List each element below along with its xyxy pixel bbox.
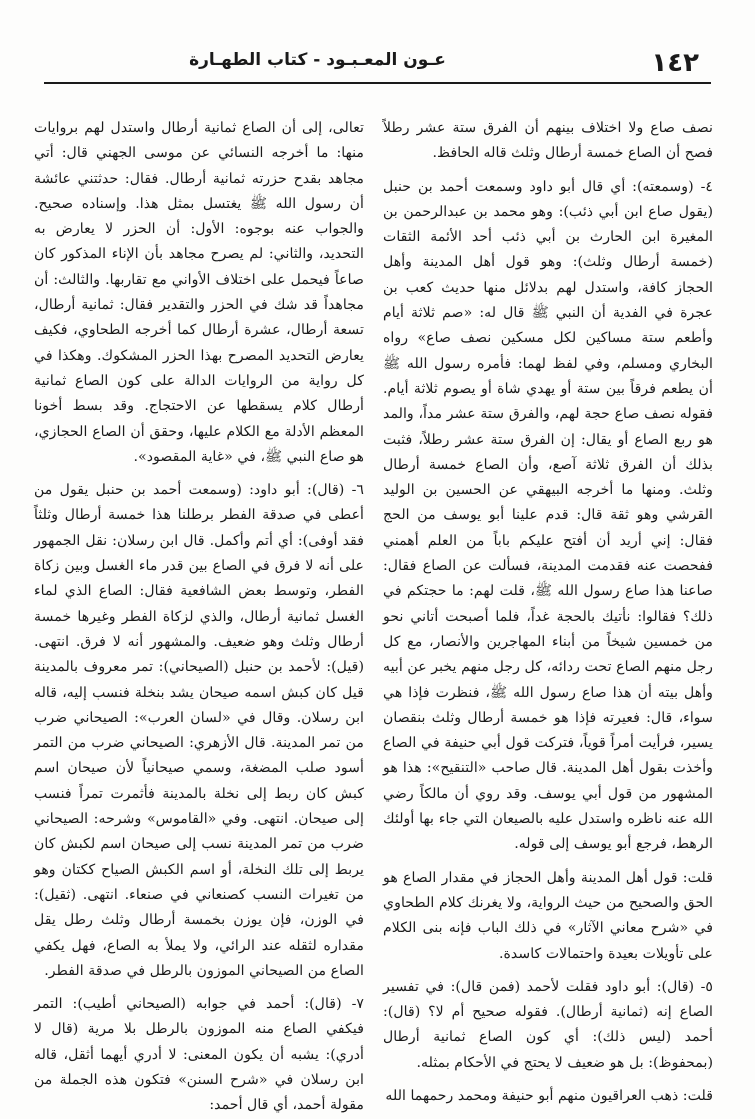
page-number: ١٤٢ (651, 48, 699, 78)
header-rule (44, 82, 711, 84)
left-column (34, 116, 364, 1114)
paragraph: ٥- (قال): أبو داود فقلت لأحمد (فمن قال): في تفسير الصاع إنه (ثمانية أرطال). فقوله صحيح أم لا؟ (قال): أحمد (ليس ذلك): أي كون الصاع ثمانية أرطال (بمحفوظ): بل هو ضعيف لا يحتج في الأحكام بمثله. (383, 978, 713, 1071)
paragraph: ٤- (وسمعته): أي قال أبو داود وسمعت أحمد بن حنبل (يقول صاع ابن أبي ذئب): وهو محمد بن عبدالرحمن بن المغيرة ابن الحارث بن أبي ذئب أحد الأئمة الثقات (خمسة أرطال وثلث): وهو قول أهل المدينة وأهل الحجاز كافة، واستدل لهم بدلائل منها حديث كعب بن عجرة في الفدية أن النبي ﷺ قال له: «صم ثلاثة أيام وأطعم ستة مساكين لكل مسكين نصف صاع» رواه البخاري ومسلم، وفي لفظ لهما: فأمره رسول الله ﷺ أن يطعم فرقاً بين ستة أو يهدي شاة أو يصوم ثلاثة أيام. فقوله نصف صاع حجة لهم، والفرق ستة عشر مداً، والمد هو ربع الصاع أو يقال: إن الفرق ستة عشر رطلاً، فثبت بذلك أن الفرق ثلاثة آصع، وأن الصاع خمسة أرطال وثلث. ومنها ما أخرجه البيهقي عن الحسين بن الوليد القرشي وهو ثقة قال: قدم علينا أبو يوسف من الحج فقال: إني أريد أن أفتح عليكم باباً من العلم أهمني ففحصت عنه فقدمت المدينة، فسألت عن الصاع فقال: صاعنا هذا صاع رسول الله ﷺ، قلت لهم: ما حجتكم في ذلك؟ فقالوا: نأتيك بالحجة غداً، فلما أصبحت أتاني نحو من خمسين شيخاً من أبناء المهاجرين والأنصار، مع كل رجل منهم الصاع تحت ردائه، كل رجل منهم يخبر عن أبيه وأهل بيته أن هذا صاع رسول الله ﷺ، فنظرت فإذا هي سواء، قال: فعيرته فإذا هو خمسة أرطال وثلث بنقصان يسير، فرأيت أمراً قوياً، فتركت قول أبي حنيفة في الصاع وأخذت بقول أهل المدينة. قال صاحب «التنقيح»: هذا هو المشهور من قول أبي يوسف. وقد روي أن مالكاً رضي الله عنه ناظره واستدل عليه بالصيعان التي جاء بها أولئك الرهط، فرجع أبو يوسف إلى قوله. (383, 178, 713, 853)
running-title: عـون المعـبـود - كتاب الطهـارة (189, 50, 446, 70)
right-column (383, 116, 713, 1104)
paragraph: ٦- (قال): أبو داود: (وسمعت أحمد بن حنبل يقول من أعطى في صدقة الفطر برطلنا هذا خمسة أرطال وثلثاً فقد أوفى): أي أتم وأكمل. قال ابن رسلان: نقل الجمهور على أنه لا فرق في الصاع بين قدر ماء الغسل وبين زكاة الفطر، وتوسط بعض الشافعية فقال: الصاع الذي لماء الغسل ثمانية أرطال، والذي لزكاة الفطر وغيرها خمسة أرطال وثلث وهو ضعيف. والمشهور أنه لا فرق. انتهى. (قيل): لأحمد بن حنبل (الصيحاني): تمر معروف بالمدينة قيل كان كبش اسمه صيحان يشد بنخلة فنسب إليه، قاله ابن رسلان. وقال في «لسان العرب»: الصيحاني ضرب من تمر المدينة. قال الأزهري: الصيحاني ضرب من التمر أسود صلب المضغة، وسمي صيحانياً لأن صيحان اسم كبش كان ربط إلى نخلة بالمدينة فأثمرت تمراً فنسب إلى صيحان. انتهى. وفي «القاموس» وشرحه: الصيحاني ضرب من تمر المدينة نسب إلى صيحان اسم لكبش كان يربط إلى تلك النخلة، أو اسم الكبش الصياح ككتان وهو من تغيرات النسب كصنعاني في صنعاء. انتهى. (ثقيل): في الوزن، فإن يوزن بخمسة أرطال وثلث رطل يقل مقداره لثقله عند الرائي، ولا يملأ به الصاع، فهل يكفي الصاع من الصيحاني الموزون بالرطل في صدقة الفطر. (34, 482, 364, 979)
paragraph: نصف صاع ولا اختلاف بينهم أن الفرق ستة عشر رطلاً فصح أن الصاع خمسة أرطال وثلث قاله الحافظ. (383, 120, 713, 162)
paragraph: قلت: قول أهل المدينة وأهل الحجاز في مقدار الصاع هو الحق والصحيح من حيث الرواية، ولا يغرنك كلام الطحاوي في «شرح معاني الآثار» في ذلك الباب فإنه بنى الكلام على تأويلات بعيدة واحتمالات كاسدة. (383, 869, 713, 962)
paragraph: تعالى، إلى أن الصاع ثمانية أرطال واستدل لهم بروايات منها: ما أخرجه النسائي عن موسى الجهني قال: أتي مجاهد بقدح حزرته ثمانية أرطال. فقال: حدثتني عائشة أن رسول الله ﷺ يغتسل بمثل هذا. وإسناده صحيح. والجواب عنه بوجوه: الأول: أن الحزر لا يعارض به التحديد، والثاني: لم يصرح مجاهد بأن الإناء المذكور كان صاعاً فيحمل على اختلاف الأواني مع تقاربها. والثالث: أن مجاهداً قد شك في الحزر والتقدير فقال: ثمانية أرطال، تسعة أرطال، عشرة أرطال كما أخرجه الطحاوي، فكيف يعارض التحديد المصرح بهذا الحزر المشكوك. وهكذا في كل رواية من الروايات الدالة على كون الصاع ثمانية أرطال كلام يسقطها عن الاحتجاج. وقد بسط أخونا المعظم الأدلة مع الكلام عليها، وحقق أن الصاع الحجازي، هو صاع النبي ﷺ، في «غاية المقصود». (34, 120, 364, 465)
paragraph: قلت: ذهب العراقيون منهم أبو حنيفة ومحمد رحمهما الله (385, 1087, 713, 1104)
paragraph: ٧- (قال): أحمد في جوابه (الصيحاني أطيب): التمر فيكفي الصاع منه الموزون بالرطل بلا مرية (قال لا أدري): يشبه أن يكون المعنى: لا أدري أيهما أثقل، قاله ابن رسلان في «شرح السنن» فتكون هذه الجملة من مقولة أحمد، أي قال أحمد: (34, 996, 364, 1114)
page-header (44, 40, 711, 78)
